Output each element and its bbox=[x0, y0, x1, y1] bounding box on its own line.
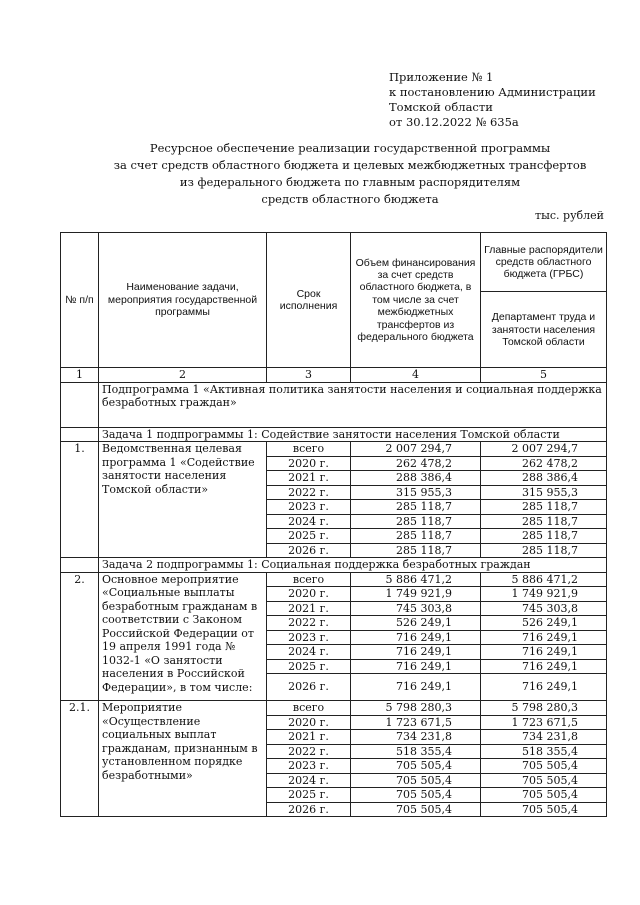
task1-title: Задача 1 подпрограммы 1: Содействие занятости населения Томской области bbox=[99, 427, 607, 442]
period-cell: 2023 г. bbox=[267, 759, 351, 774]
grbs-cell: 705 505,4 bbox=[481, 802, 607, 817]
subprogram-no-cell bbox=[61, 382, 99, 427]
appendix-line-3: Томской области bbox=[389, 100, 493, 114]
volume-cell: 705 505,4 bbox=[351, 788, 481, 803]
table-row bbox=[61, 572, 607, 587]
table-row bbox=[61, 701, 607, 716]
period-cell: 2021 г. bbox=[267, 730, 351, 745]
volume-cell: 705 505,4 bbox=[351, 802, 481, 817]
grbs-cell: 734 231,8 bbox=[481, 730, 607, 745]
volume-cell: 285 118,7 bbox=[351, 529, 481, 544]
volume-cell: 5 886 471,2 bbox=[351, 572, 481, 587]
volume-cell: 716 249,1 bbox=[351, 630, 481, 645]
grbs-cell: 262 478,2 bbox=[481, 456, 607, 471]
grbs-cell: 5 798 280,3 bbox=[481, 701, 607, 716]
col-number-2: 2 bbox=[99, 368, 267, 383]
col-number-1: 1 bbox=[61, 368, 99, 383]
period-cell: 2021 г. bbox=[267, 601, 351, 616]
task1-no-cell bbox=[61, 427, 99, 442]
grbs-cell: 1 723 671,5 bbox=[481, 715, 607, 730]
period-cell: 2021 г. bbox=[267, 471, 351, 486]
volume-cell: 518 355,4 bbox=[351, 744, 481, 759]
grbs-cell: 288 386,4 bbox=[481, 471, 607, 486]
period-cell: всего bbox=[267, 701, 351, 716]
grbs-cell: 705 505,4 bbox=[481, 773, 607, 788]
volume-cell: 285 118,7 bbox=[351, 514, 481, 529]
grbs-cell: 526 249,1 bbox=[481, 616, 607, 631]
appendix-note bbox=[389, 70, 596, 130]
period-cell: 2024 г. bbox=[267, 645, 351, 660]
funding-table bbox=[60, 232, 607, 817]
document-title bbox=[60, 140, 640, 208]
block3-name: Мероприятие «Осуществление социальных выплат гражданам, признанным в установленном порядке безработными» bbox=[99, 701, 267, 817]
col-number-3: 3 bbox=[267, 368, 351, 383]
appendix-line-4: от 30.12.2022 № 635а bbox=[389, 115, 519, 129]
units-label: тыс. рублей bbox=[535, 209, 604, 222]
block3-no: 2.1. bbox=[61, 701, 99, 817]
period-cell: 2026 г. bbox=[267, 543, 351, 558]
header-row bbox=[61, 233, 607, 292]
grbs-cell: 5 886 471,2 bbox=[481, 572, 607, 587]
period-cell: 2022 г. bbox=[267, 744, 351, 759]
period-cell: всего bbox=[267, 442, 351, 457]
volume-cell: 1 749 921,9 bbox=[351, 587, 481, 602]
title-line-3: из федерального бюджета по главным распорядителям bbox=[179, 175, 521, 189]
grbs-cell: 716 249,1 bbox=[481, 659, 607, 674]
volume-cell: 745 303,8 bbox=[351, 601, 481, 616]
col-number-4: 4 bbox=[351, 368, 481, 383]
grbs-cell: 716 249,1 bbox=[481, 645, 607, 660]
grbs-cell: 2 007 294,7 bbox=[481, 442, 607, 457]
task1-row bbox=[61, 427, 607, 442]
volume-cell: 288 386,4 bbox=[351, 471, 481, 486]
period-cell: 2022 г. bbox=[267, 485, 351, 500]
period-cell: 2025 г. bbox=[267, 788, 351, 803]
block1-name: Ведомственная целевая программа 1 «Содействие занятости населения Томской области» bbox=[99, 442, 267, 558]
grbs-cell: 285 118,7 bbox=[481, 529, 607, 544]
volume-cell: 716 249,1 bbox=[351, 645, 481, 660]
grbs-cell: 705 505,4 bbox=[481, 788, 607, 803]
volume-cell: 5 798 280,3 bbox=[351, 701, 481, 716]
grbs-cell: 716 249,1 bbox=[481, 674, 607, 701]
volume-cell: 285 118,7 bbox=[351, 500, 481, 515]
grbs-cell: 315 955,3 bbox=[481, 485, 607, 500]
period-cell: всего bbox=[267, 572, 351, 587]
volume-cell: 526 249,1 bbox=[351, 616, 481, 631]
volume-cell: 705 505,4 bbox=[351, 773, 481, 788]
volume-cell: 315 955,3 bbox=[351, 485, 481, 500]
block1-no: 1. bbox=[61, 442, 99, 558]
period-cell: 2026 г. bbox=[267, 674, 351, 701]
col-number-5: 5 bbox=[481, 368, 607, 383]
period-cell: 2023 г. bbox=[267, 500, 351, 515]
volume-cell: 716 249,1 bbox=[351, 674, 481, 701]
grbs-cell: 285 118,7 bbox=[481, 514, 607, 529]
period-cell: 2020 г. bbox=[267, 715, 351, 730]
period-cell: 2020 г. bbox=[267, 456, 351, 471]
task2-no-cell bbox=[61, 558, 99, 573]
period-cell: 2022 г. bbox=[267, 616, 351, 631]
task2-title: Задача 2 подпрограммы 1: Социальная поддержка безработных граждан bbox=[99, 558, 607, 573]
volume-cell: 2 007 294,7 bbox=[351, 442, 481, 457]
volume-cell: 734 231,8 bbox=[351, 730, 481, 745]
appendix-line-2: к постановлению Администрации bbox=[389, 85, 596, 99]
period-cell: 2025 г. bbox=[267, 529, 351, 544]
grbs-cell: 285 118,7 bbox=[481, 543, 607, 558]
task2-row bbox=[61, 558, 607, 573]
header-grbs: Главные распорядители средств областного бюджета (ГРБС) bbox=[481, 233, 607, 292]
period-cell: 2024 г. bbox=[267, 773, 351, 788]
grbs-cell: 745 303,8 bbox=[481, 601, 607, 616]
subprogram-title: Подпрограмма 1 «Активная политика занятости населения и социальная поддержка безработных граждан» bbox=[99, 382, 607, 427]
table-row bbox=[61, 442, 607, 457]
appendix-line-1: Приложение № 1 bbox=[389, 70, 494, 84]
volume-cell: 716 249,1 bbox=[351, 659, 481, 674]
period-cell: 2023 г. bbox=[267, 630, 351, 645]
grbs-cell: 285 118,7 bbox=[481, 500, 607, 515]
header-volume: Объем финансирования за счет средств областного бюджета, в том числе за счет межбюджетных трансфертов из федерального бюджета bbox=[351, 233, 481, 368]
title-line-4: средств областного бюджета bbox=[261, 192, 439, 206]
header-name: Наименование задачи, мероприятия государственной программы bbox=[99, 233, 267, 368]
header-no: № п/п bbox=[61, 233, 99, 368]
header-dept: Департамент труда и занятости населения Томской области bbox=[481, 292, 607, 368]
title-line-1: Ресурсное обеспечение реализации государственной программы bbox=[149, 141, 551, 155]
title-line-2: за счет средств областного бюджета и целевых межбюджетных трансфертов bbox=[113, 158, 587, 172]
grbs-cell: 716 249,1 bbox=[481, 630, 607, 645]
block2-name: Основное мероприятие «Социальные выплаты безработным гражданам в соответствии с Законом Российской Федерации от 19 апреля 1991 года № 1032-1 «О занятости населения в Российской Федерации», в том числе: bbox=[99, 572, 267, 701]
volume-cell: 285 118,7 bbox=[351, 543, 481, 558]
column-number-row bbox=[61, 368, 607, 383]
volume-cell: 705 505,4 bbox=[351, 759, 481, 774]
grbs-cell: 518 355,4 bbox=[481, 744, 607, 759]
period-cell: 2026 г. bbox=[267, 802, 351, 817]
grbs-cell: 705 505,4 bbox=[481, 759, 607, 774]
period-cell: 2025 г. bbox=[267, 659, 351, 674]
period-cell: 2024 г. bbox=[267, 514, 351, 529]
grbs-cell: 1 749 921,9 bbox=[481, 587, 607, 602]
header-term: Срок исполнения bbox=[267, 233, 351, 368]
subprogram-row bbox=[61, 382, 607, 427]
block2-no: 2. bbox=[61, 572, 99, 701]
volume-cell: 262 478,2 bbox=[351, 456, 481, 471]
period-cell: 2020 г. bbox=[267, 587, 351, 602]
volume-cell: 1 723 671,5 bbox=[351, 715, 481, 730]
